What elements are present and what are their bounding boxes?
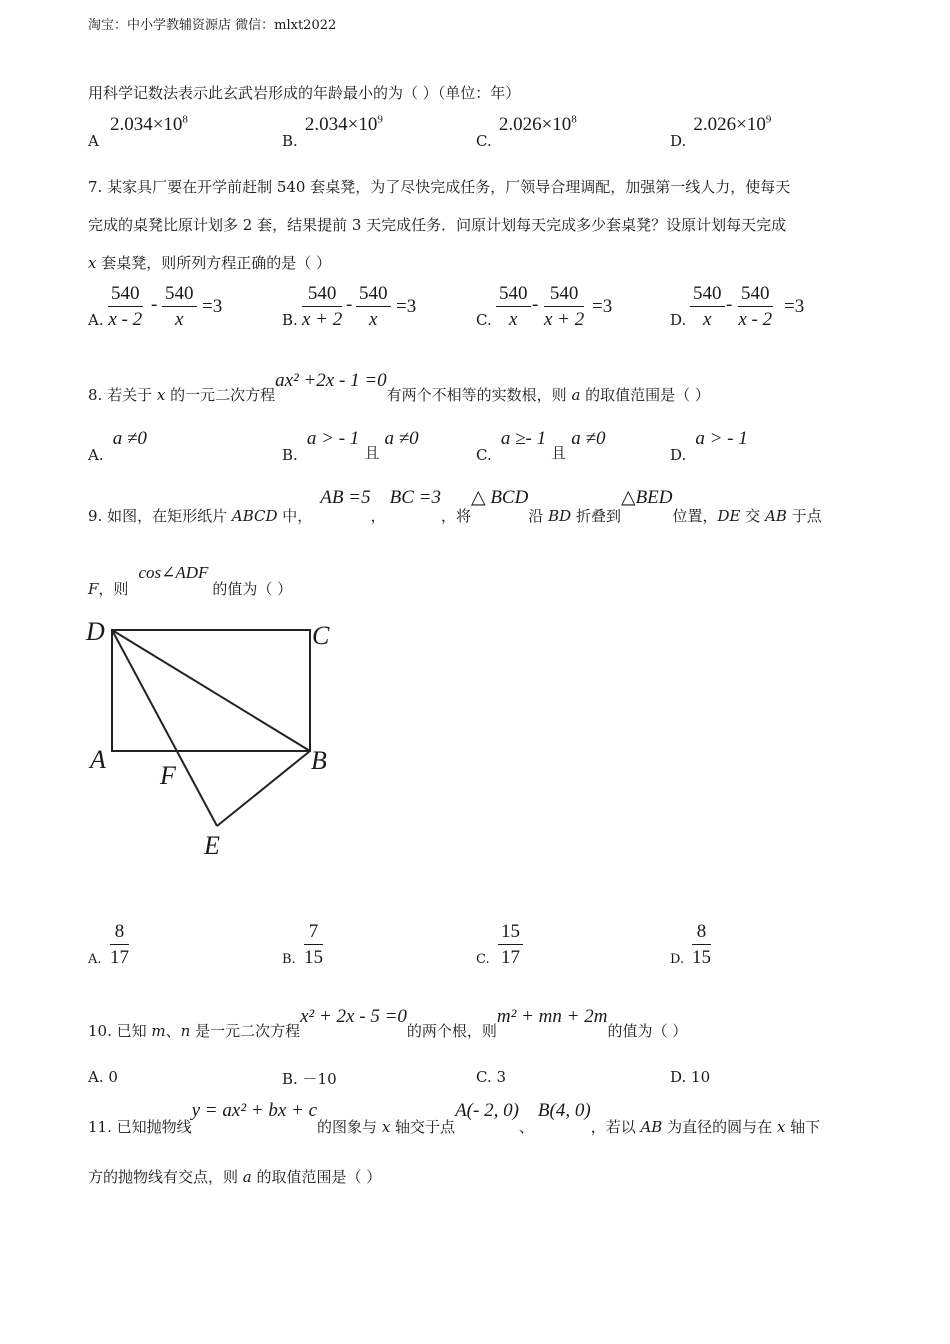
q7-b-frac1: $\frac{540}{x + 2}$ — [302, 283, 343, 330]
q6-option-d[interactable]: D. $2.026\times 10^9$ — [670, 114, 772, 151]
q11-point-b: B(4, 0) — [537, 1100, 591, 1121]
q9-triangle-bed: △BED — [620, 487, 673, 508]
label-e: E — [204, 831, 220, 860]
q7-a-frac1: $\frac{540}{x - 2}$ — [108, 283, 143, 330]
q11-stem-line2: 方的抛物线有交点，则 a 的取值范围是（ ） — [88, 1168, 382, 1186]
q9-option-b[interactable]: B. $\frac{7}{15}$ — [282, 921, 323, 968]
q8-option-b[interactable]: B. a > - 1 且 a ≠0 — [282, 428, 419, 464]
q8-option-d[interactable]: D. a > - 1 — [670, 428, 748, 464]
q9-stem-line1: 9. 如图，在矩形纸片 ABCD 中，AB =5，BC =3，将△ BCD沿 BD 折叠到△BED位置，DE 交 AB 于点 — [88, 487, 822, 525]
q9-option-d[interactable]: D. $\frac{8}{15}$ — [670, 921, 711, 968]
q9-rectangle-fold-figure — [84, 612, 344, 862]
q9-option-a[interactable]: A. $\frac{8}{17}$ — [88, 921, 129, 968]
q7-c-frac2: $\frac{540}{x + 2}$ — [544, 283, 585, 330]
q6-b-value: $2.034\times 10^9$ — [304, 114, 383, 136]
q7-d-frac2: $\frac{540}{x - 2}$ — [738, 283, 773, 330]
q9-triangle-bcd: △ BCD — [470, 487, 529, 508]
q11-point-a: A(- 2, 0) — [455, 1100, 519, 1121]
q8-option-c[interactable]: C. a ≥- 1 且 a ≠0 — [476, 428, 606, 464]
q10-option-b[interactable]: B. －10 — [282, 1070, 337, 1088]
q6-option-a[interactable]: A $2.034\times 10^8$ — [88, 114, 188, 151]
q7-option-d[interactable]: D. $\frac{540}{x}$ - $\frac{540}{x - 2}$ =3 — [670, 283, 805, 330]
q6-option-b[interactable]: B. $2.034\times 10^9$ — [282, 114, 383, 151]
q6-stem: 用科学记数法表示此玄武岩形成的年龄最小的为（ ）（单位：年） — [88, 84, 521, 102]
segment-de — [112, 630, 217, 826]
q7-line3: x 套桌凳，则所列方程正确的是（ ） — [88, 254, 332, 272]
page-header: 淘宝：中小学教辅资源店 微信：mlxt2022 — [88, 18, 337, 33]
q7-line2: 完成的桌凳比原计划多 2 套，结果提前 3 天完成任务．问原计划每天完成多少套桌凳？设原计划每天完成 — [88, 216, 787, 234]
q11-stem-line1: 11. 已知抛物线y = ax² + bx + c的图象与 x 轴交于点A(- 2, 0)、B(4, 0)，若以 AB 为直径的圆与在 x 轴下 — [88, 1100, 821, 1136]
q7-option-a[interactable]: A. $\frac{540}{x - 2}$ - $\frac{540}{x}$ =3 — [88, 283, 223, 330]
q6-a-value: $2.034\times 10^8$ — [109, 114, 188, 136]
q8-stem: 8. 若关于 x 的一元二次方程ax² +2x - 1 =0有两个不相等的实数根，则 a 的取值范围是（ ） — [88, 370, 710, 404]
q7-d-frac1: $\frac{540}{x}$ — [690, 284, 725, 329]
q10-stem: 10. 已知 m、n 是一元二次方程x² + 2x - 5 =0的两个根，则m² + mn + 2m的值为（ ） — [88, 1006, 688, 1040]
q6-option-c[interactable]: C. $2.026\times 10^8$ — [476, 114, 577, 151]
q7-c-frac1: $\frac{540}{x}$ — [496, 284, 531, 329]
q11-parabola-equation: y = ax² + bx + c — [191, 1100, 318, 1121]
q10-expression: m² + mn + 2m — [496, 1006, 608, 1027]
q7-option-c[interactable]: C. $\frac{540}{x}$ - $\frac{540}{x + 2}$ =3 — [476, 283, 613, 330]
q10-option-a[interactable]: A. 0 — [88, 1068, 118, 1086]
q9-stem-line2: F，则cos∠ADF的值为（ ） — [88, 563, 293, 598]
q7-b-frac2: $\frac{540}{x}$ — [356, 284, 391, 329]
q6-d-value: $2.026\times 10^9$ — [693, 114, 772, 136]
q9-option-c[interactable]: C. $\frac{15}{17}$ — [476, 922, 596, 974]
q10-equation: x² + 2x - 5 =0 — [300, 1006, 407, 1027]
q7-a-frac2: $\frac{540}{x}$ — [162, 284, 197, 329]
label-c: C — [312, 621, 330, 650]
q10-option-d[interactable]: D. 10 — [670, 1068, 711, 1086]
q8-option-a[interactable]: A. a ≠0 — [88, 428, 147, 464]
q7-option-b[interactable]: B. $\frac{540}{x + 2}$ - $\frac{540}{x}$ =3 — [282, 283, 417, 330]
q9-cos-expression: cos∠ADF — [138, 563, 209, 582]
diagonal-bd — [112, 630, 310, 751]
label-a: A — [90, 745, 106, 774]
segment-be — [217, 751, 310, 826]
q6-c-value: $2.026\times 10^8$ — [498, 114, 577, 136]
label-f: F — [160, 761, 176, 790]
q10-option-c[interactable]: C. 3 — [476, 1068, 507, 1086]
label-d: D — [86, 617, 105, 646]
q7-line1: 7. 某家具厂要在开学前赶制 540 套桌凳，为了尽快完成任务，厂领导合理调配，加强第一线人力，使每天 — [88, 178, 791, 196]
q8-equation: ax² +2x - 1 =0 — [275, 370, 387, 391]
label-b: B — [311, 746, 327, 775]
